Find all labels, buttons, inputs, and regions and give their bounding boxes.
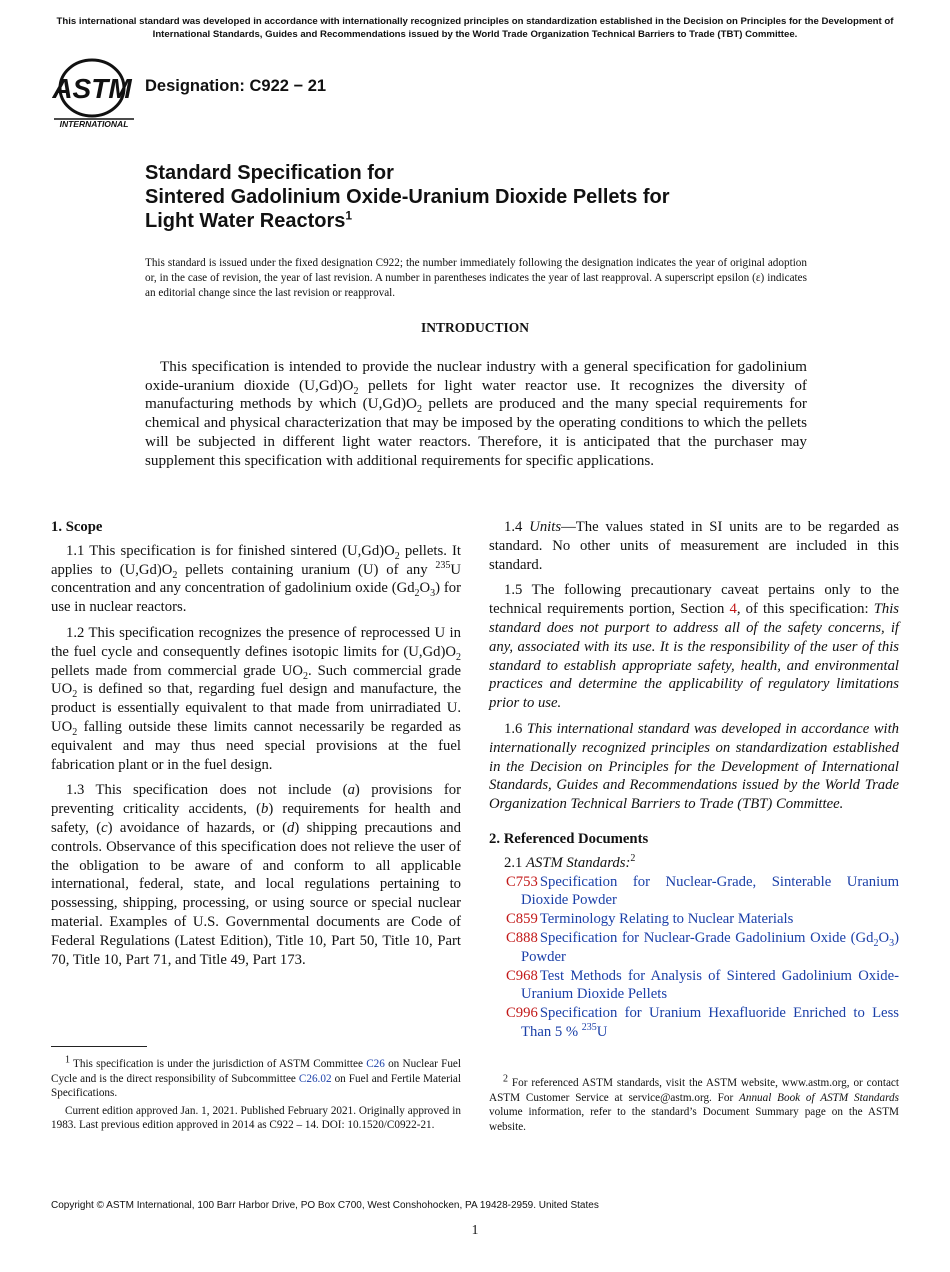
introduction-heading: INTRODUCTION <box>420 320 529 335</box>
scope-heading: 1. Scope <box>51 519 103 535</box>
standards-notice: This international standard was developed in accordance with internationally recognized principles on standardization established in the Decision on Principles for the Development of International Standards, Guides and Recommendations issued by the World Trade Organization Technical Barriers to Trade (TBT) Committee. <box>56 16 894 40</box>
astm-logo <box>52 58 136 132</box>
section-2-1: 2.1 ASTM Standards:$^2$ <box>504 852 636 871</box>
section-1-3: 1.3 This specification does not include (a) provisions for preventing criticality accidents, (b) requirements for health and safety, (c) avoidance of hazards, or (d) shipping precautions and controls. Observance of this specification does not relieve the user of the obligation to be aware of and conform to all applicable international, federal, state, and local regulations pertaining to possessing, shipping, processing, or using source or special nuclear material. Examples of U.S. Governmental documents are Code of Federal Regulations (Latest Edition), Title 10, Part 50, Title 10, Part 70, Title 10, Part 71, and Title 49, Part 173. <box>51 782 461 968</box>
reference-c888[interactable]: C888 Specification for Nuclear-Grade Gadolinium Oxide $(Gd_2O_3)$ Powder <box>506 929 899 965</box>
reference-c996[interactable]: C996 Specification for Uranium Hexafluoride Enriched to Less Than 5 % $^{235}$U <box>506 1005 899 1040</box>
logo-wordmark: INTERNATIONAL <box>59 119 129 129</box>
section-1-5: 1.5 The following precautionary caveat pertains only to the technical requirements portion, Section 4, of this specification: This standard does not purport to address all of the safety concerns, if any, associated with its use. It is the responsibility of the user of this standard to establish appropriate safety, health, and environmental practices and determine the applicability of regulatory limitations prior to use. <box>489 582 899 712</box>
title-line-2: Sintered Gadolinium Oxide-Uranium Dioxide Pellets for <box>145 186 670 208</box>
footnote-2: $^2$ For referenced ASTM standards, visit the ASTM website, www.astm.org, or contact ASTM Customer Service at service@astm.org. For Annual Book of ASTM Standards volume information, refer to the standard’s Document Summary page on the ASTM website. <box>489 1073 899 1133</box>
right-column <box>489 518 899 1042</box>
footnote-rule <box>51 1046 147 1047</box>
section-1-4: 1.4 Units—The values stated in SI units are to be regarded as standard. No other units of measurement are included in this standard. <box>489 519 899 573</box>
section-1-2: 1.2 This specification recognizes the presence of reprocessed U in the fuel cycle and consequently defines isotopic limits for $(U,Gd)O_2$ pellets made from commercial grade $UO_2$. Such commercial grade $UO_2$ is defined so that, regarding fuel design and manufacture, the product is essentially equivalent to that made from unirradiated U. $UO_2$ falling outside these limits cannot necessarily be regarded as equivalent and may thus need special provisions at the fuel fabrication plant or in the fuel design. <box>51 624 461 773</box>
referenced-documents-heading: 2. Referenced Documents <box>489 830 649 847</box>
copyright: Copyright © ASTM International, 100 Barr Harbor Drive, PO Box C700, West Conshohocken, PA 19428-2959. United States <box>51 1200 599 1211</box>
page-number: 1 <box>471 1222 479 1237</box>
section-1-6: 1.6 This international standard was developed in accordance with internationally recognized principles on standardization established in the Decision on Principles for the Development of International Standards, Guides and Recommendations issued by the World Trade Organization Technical Barriers to Trade (TBT) Committee. <box>489 720 899 813</box>
left-column <box>51 518 461 976</box>
reference-c753[interactable]: C753 Specification for Nuclear-Grade, Sinterable Uranium Dioxide Powder <box>506 873 899 909</box>
committee-c26-link[interactable]: C26 <box>366 1058 385 1070</box>
section-4-link[interactable]: 4 <box>729 601 737 618</box>
reference-c968[interactable]: C968 Test Methods for Analysis of Sintered Gadolinium Oxide-Uranium Dioxide Pellets <box>506 967 899 1003</box>
section-1-1: 1.1 This specification is for finished sintered $(U,Gd)O_2$ pellets. It applies to $(U,Gd)O_2$ pellets containing uranium (U) of any $^{235}$U concentration and any concentration of gadolinium oxide $(Gd_2O_3)$ for use in nuclear reactors. <box>51 542 461 616</box>
footnote-1-edition: Current edition approved Jan. 1, 2021. Published February 2021. Originally approved in 1983. Last previous edition approved in 2014 as C922 – 14. DOI: 10.1520/C0922-21. <box>51 1104 461 1131</box>
issue-note: This standard is issued under the fixed designation C922; the number immediately following the designation indicates the year of original adoption or, in the case of revision, the year of last revision. A number in parentheses indicates the year of last reapproval. A superscript epsilon (ε) indicates an editorial change since the last revision or reapproval. <box>145 257 807 299</box>
title-line-3: Light Water Reactors$^1$ <box>145 208 353 232</box>
title-footnote-mark: 1 <box>345 208 353 223</box>
right-footnotes <box>489 1073 899 1137</box>
introduction-text: This specification is intended to provide the nuclear industry with a general specification for gadolinium oxide-uranium dioxide $(U,Gd)O_2$ pellets for light water reactor use. It recognizes the diversity of manufacturing methods by which $(U,Gd)O_2$ pellets are produced and the many special requirements for chemical and physical characterization that may be imposed by the operating conditions to which the pellets will be subjected in different light water reactors. Therefore, it is anticipated that the purchaser may supplement this specification with additional requirements for specific applications. <box>145 358 807 469</box>
footnote-1: $^1$ This specification is under the jurisdiction of ASTM Committee C26 on Nuclear Fuel Cycle and is the direct responsibility of Subcommittee C26.02 on Fuel and Fertile Material Specifications. <box>51 1054 462 1099</box>
subcommittee-c26-02-link[interactable]: C26.02 <box>298 1072 332 1085</box>
document-title <box>145 161 670 233</box>
svg-text:ASTM: ASTM <box>52 73 132 104</box>
left-footnotes <box>51 1046 461 1136</box>
title-line-1: Standard Specification for <box>145 162 394 184</box>
reference-c859[interactable]: C859 Terminology Relating to Nuclear Materials <box>506 911 794 928</box>
designation: Designation: C922 − 21 <box>145 77 327 95</box>
